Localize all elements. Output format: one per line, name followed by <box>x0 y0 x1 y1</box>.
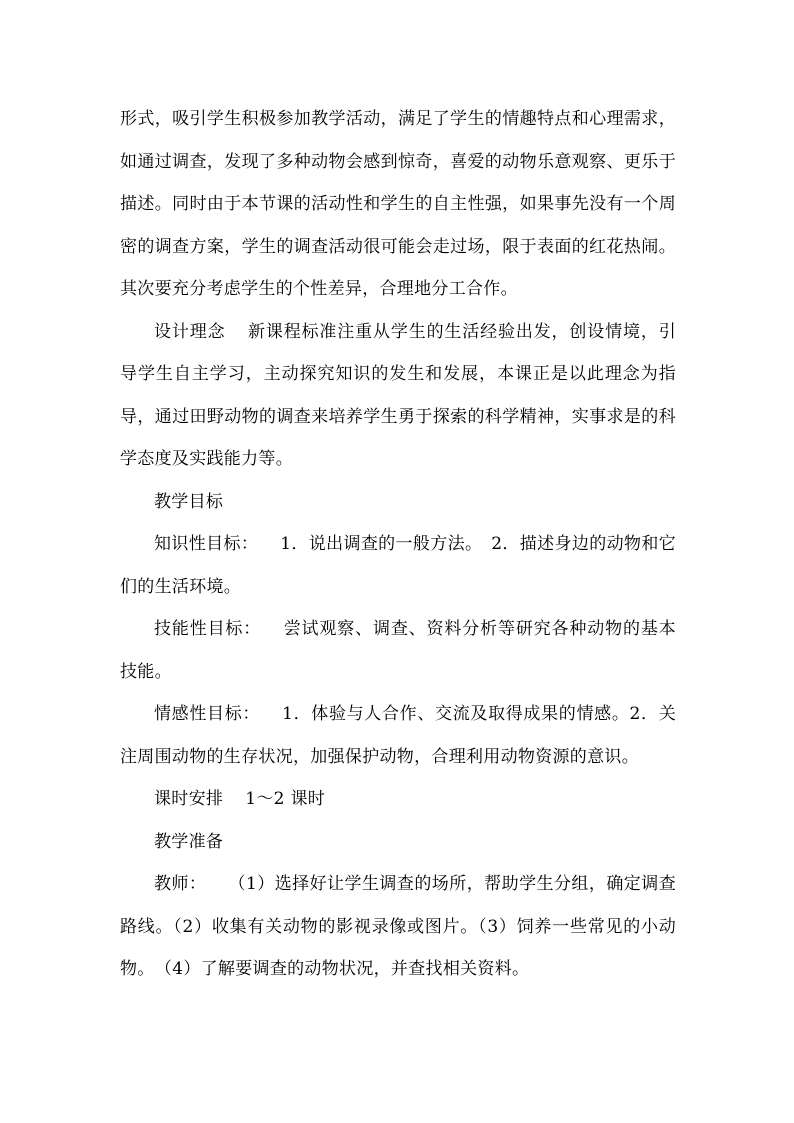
emotion-goal-text: 1．体验与人合作、交流及取得成果的情感。2．关注周围动物的生存状况，加强保护动物，合理利用动物资源的意识。 <box>120 704 676 767</box>
paragraph-design-concept <box>120 311 676 481</box>
design-concept-label: 设计理念 <box>154 321 226 342</box>
design-concept-text: 新课程标准注重从学生的生活经验出发，创设情境，引导学生自主学习，主动探究知识的发生和发展，本课正是以此理念为指导，通过田野动物的调查来培养学生勇于探索的科学精神，实事求是的科学态度及实践能力等。 <box>120 321 677 469</box>
paragraph-intro-continued: 形式，吸引学生积极参加教学活动，满足了学生的情趣特点和心理需求，如通过调查，发现了多种动物会感到惊奇，喜爱的动物乐意观察、更乐于描述。同时由于本节课的活动性和学生的自主性强，如果事先没有一个周密的调查方案，学生的调查活动很可能会走过场，限于表面的红花热闹。其次要充分考虑学生的个性差异，合理地分工合作。 <box>120 109 676 299</box>
paragraph-class-hours <box>120 778 676 821</box>
skill-goal-label: 技能性目标： <box>154 619 262 639</box>
knowledge-goal-label: 知识性目标： <box>154 534 259 554</box>
paragraph-knowledge-goal <box>120 523 676 608</box>
teacher-label: 教师： <box>154 874 207 894</box>
skill-goal-text: 尝试观察、调查、资料分析等研究各种动物的基本技能。 <box>120 619 676 682</box>
class-hours-text: 1～2 课时 <box>245 789 326 809</box>
heading-teaching-goals: 教学目标 <box>154 491 224 512</box>
teacher-preparation-text: （1）选择好让学生调查的场所，帮助学生分组，确定调查路线。（2）收集有关动物的影视录像或图片。（3）饲养一些常见的小动物。 （4）了解要调查的动物状况，并查找相关资料。 <box>120 874 676 979</box>
document-body <box>120 98 676 991</box>
heading-teaching-preparation: 教学准备 <box>154 831 224 852</box>
knowledge-goal-text: 1．说出调查的一般方法。 2．描述身边的动物和它们的生活环境。 <box>120 534 676 597</box>
paragraph-emotion-goal <box>120 693 676 778</box>
class-hours-label: 课时安排 <box>154 789 224 809</box>
paragraph-teacher-preparation <box>120 863 676 991</box>
paragraph-skill-goal <box>120 608 676 693</box>
emotion-goal-label: 情感性目标： <box>154 704 261 724</box>
